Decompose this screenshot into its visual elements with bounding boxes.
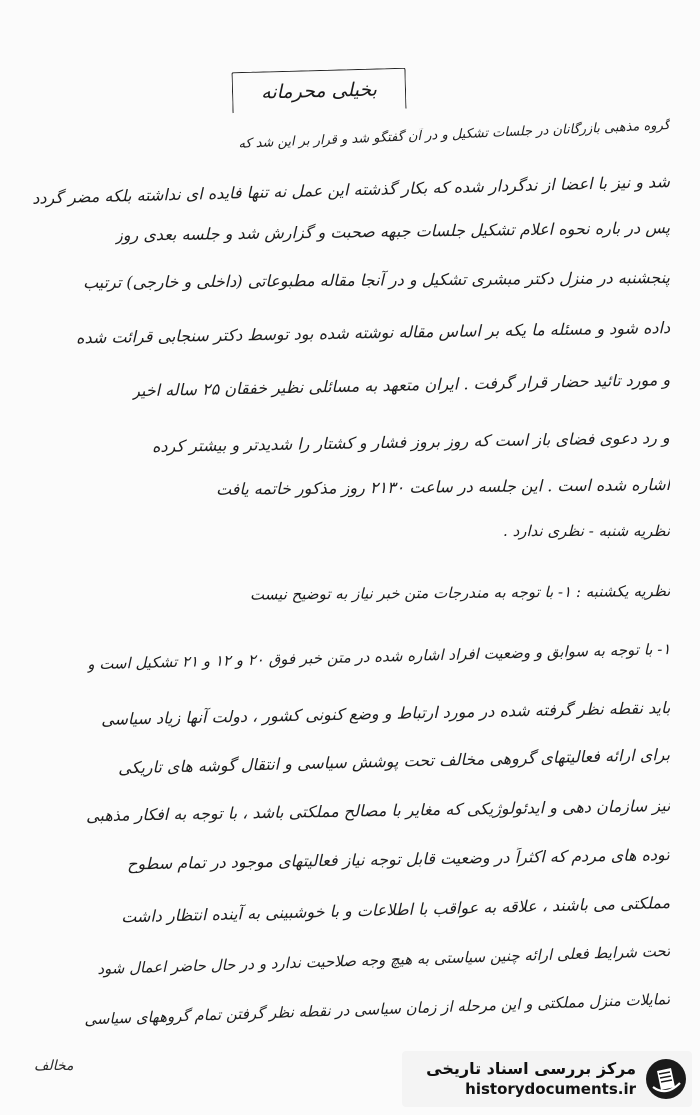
- handwritten-line: و رد دعوی فضای باز است که روز بروز فشار و کشتار را شدیدتر و بیشتر کرده: [152, 428, 671, 457]
- handwritten-line: و مورد تائید حضار قرار گرفت . ایران متعهد به مسائلی نظیر خفقان ۲۵ ساله اخیر: [131, 370, 671, 401]
- handwritten-line: نظریه یکشنبه : ۱- با توجه به مندرجات متن خبر نیاز به توضیح نیست: [249, 582, 671, 604]
- handwritten-line: توده های مردم که اکثراً در وضعیت قابل توجه نیاز فعالیتهای موجود در تمام سطوح: [127, 845, 671, 874]
- archive-logo-icon: [644, 1057, 688, 1101]
- handwritten-line: تحت شرایط فعلی ارائه چنین سیاستی به هیچ وجه صلاحیت ندارد و در حال حاضر اعمال شود: [96, 942, 671, 979]
- footer-note: مخالف: [34, 1058, 74, 1074]
- handwritten-line: پس در باره نحوه اعلام تشکیل جلسات جبهه صحبت و گزارش شد و جلسه بعدی روز: [114, 218, 671, 245]
- document-header: [231, 68, 406, 114]
- watermark-title: مرکز بررسی اسناد تاریخی: [426, 1059, 636, 1078]
- handwritten-line: داده شود و مسئله ما یکه بر اساس مقاله نوشته شده بود توسط دکتر سنجابی قرائت شده: [75, 318, 671, 348]
- handwritten-line: نیز سازمان دهی و ایدئولوژیکی که مغایر با مصالح مملکتی باشد ، با توجه به افکار مذهبی: [85, 796, 671, 826]
- handwritten-line: گروه مذهبی بازرگانان در جلسات تشکیل و در آن گفتگو شد و قرار بر این شد که: [238, 118, 671, 152]
- handwritten-line: اشاره شده است . این جلسه در ساعت ۲۱۳۰ روز مذکور خاتمه یافت: [215, 475, 671, 499]
- handwritten-line: ۱- با توجه به سوابق و وضعیت افراد اشاره شده در متن خبر فوق ۲۰ و ۱۲ و ۲۱ تشکیل است و: [86, 640, 671, 674]
- handwritten-line: باید نقطه نظر گرفته شده در مورد ارتباط و وضع کنونی کشور ، دولت آنها زیاد سیاسی: [100, 698, 671, 729]
- watermark-url: historydocuments.ir: [465, 1080, 636, 1098]
- handwritten-line: برای ارائه فعالیتهای گروهی مخالف تحت پوشش سیاسی و انتقال گوشه های تاریکی: [117, 745, 671, 778]
- handwritten-line: نظریه شنبه - نظری ندارد .: [503, 522, 670, 540]
- handwritten-line: تمایلات منزل مملکتی و این مرحله از زمان سیاسی در نقطه نظر گرفتن تمام گروههای سیاسی: [83, 990, 671, 1029]
- watermark-text: [426, 1059, 636, 1099]
- handwritten-line: پنجشنبه در منزل دکتر مبشری تشکیل و در آنجا مقاله مطبوعاتی (داخلی و خارجی) ترتیب: [83, 268, 671, 293]
- handwritten-line: مملکتی می باشند ، علاقه به عواقب با اطلاعات و با خوشبینی به آینده انتظار داشت: [120, 893, 671, 927]
- handwritten-line: شد و نیز با اعضا از ندگردار شده که بکار گذشته این عمل نه تنها فایده ای نداشته بلکه مضر گردد: [32, 172, 671, 208]
- header-text: بخیلی محرمانه: [260, 78, 378, 104]
- watermark: [402, 1051, 692, 1107]
